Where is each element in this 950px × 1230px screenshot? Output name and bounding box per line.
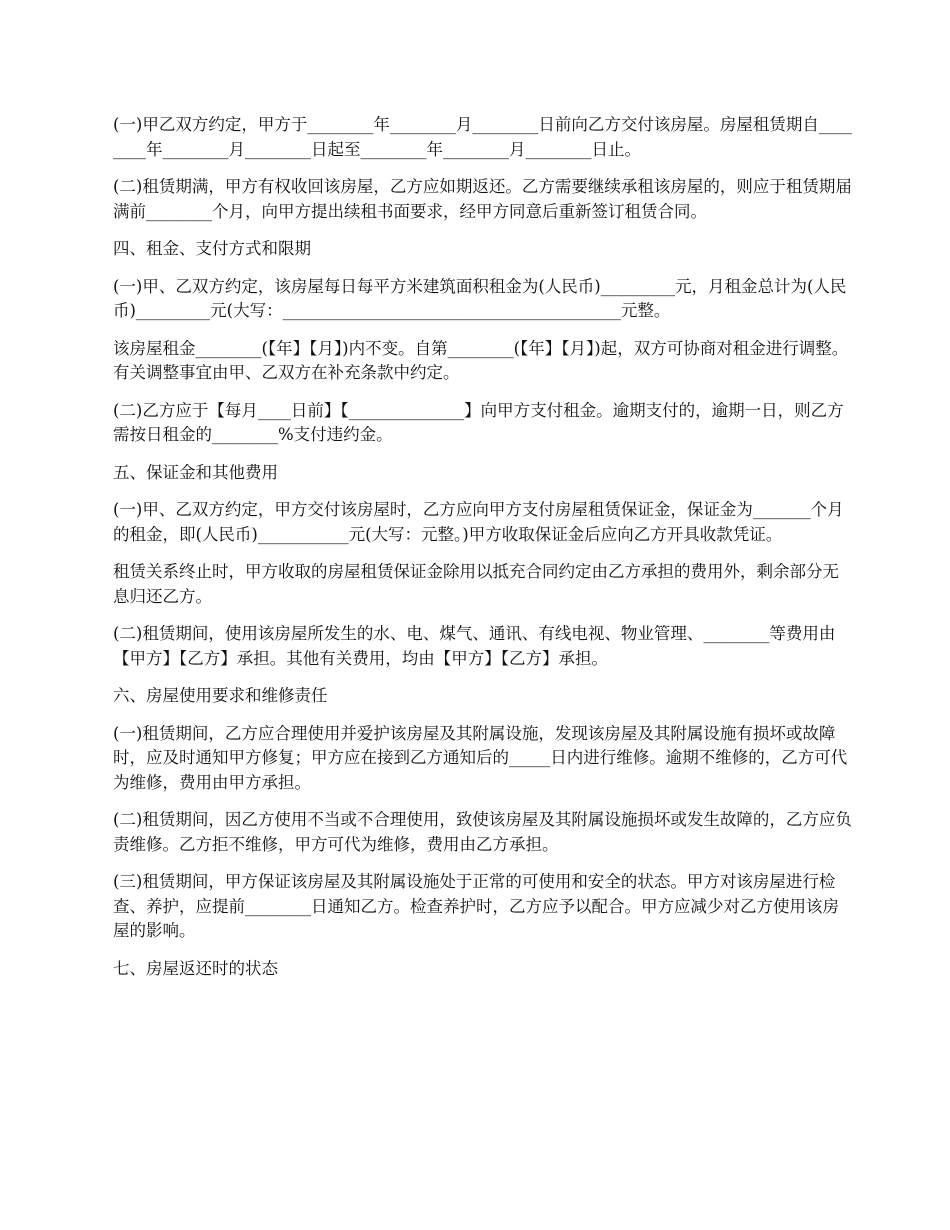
clause-rent-adjustment: 该房屋租金________(【年】【月】)内不变。自第________(【年】【月】)起，双方可协商对租金进行调整。有关调整事宜由甲、乙双方在补充条款中约定。: [113, 338, 849, 382]
clause-deposit: (一)甲、乙双方约定，甲方交付该房屋时，乙方应向甲方支付房屋租赁保证金，保证金为_______个月的租金，即(人民币)___________元(大写：元整。)甲方收取保证金后应向乙方开具收款凭证。: [113, 500, 844, 544]
clause-lease-expiry: (二)租赁期满，甲方有权收回该房屋，乙方应如期返还。乙方需要继续承租该房屋的，则应于租赁期届满前________个月，向甲方提出续租书面要求，经甲方同意后重新签订租赁合同。: [113, 177, 852, 221]
clause-delivery-date: (一)甲乙双方约定，甲方于________年________月________日前向乙方交付该房屋。房屋租赁期自________年________月________日起至________年________月________日止。: [113, 115, 852, 159]
clause-deposit-return: 租赁关系终止时，甲方收取的房屋租赁保证金除用以抵充合同约定由乙方承担的费用外，剩余部分无息归还乙方。: [113, 562, 839, 606]
section-heading-maintenance: 六、房屋使用要求和维修责任: [113, 686, 328, 705]
clause-rent-payment: (二)乙方应于【每月____日前】【______________】向甲方支付租金。逾期支付的，逾期一日，则乙方需按日租金的________%支付违约金。: [113, 400, 844, 444]
clause-repair-notice: (一)租赁期间，乙方应合理使用并爱护该房屋及其附属设施，发现该房屋及其附属设施有损坏或故障时，应及时通知甲方修复；甲方应在接到乙方通知后的_____日内进行维修。逾期不维修的，乙方可代为维修，费用由甲方承担。: [113, 723, 848, 792]
document-page: [113, 113, 853, 994]
section-heading-rent: 四、租金、支付方式和限期: [113, 239, 311, 258]
clause-inspection: (三)租赁期间，甲方保证该房屋及其附属设施处于正常的可使用和安全的状态。甲方对该房屋进行检查、养护，应提前________日通知乙方。检查养护时，乙方应予以配合。甲方应减少对乙方使用该房屋的影响。: [113, 872, 839, 940]
clause-tenant-damage: (二)租赁期间，因乙方使用不当或不合理使用，致使该房屋及其附属设施损坏或发生故障的，乙方应负责维修。乙方拒不维修，甲方可代为维修，费用由乙方承担。: [113, 810, 852, 854]
clause-rent-amount: (一)甲、乙双方约定，该房屋每日每平方米建筑面积租金为(人民币)_________元，月租金总计为(人民币)_________元(大写：_________________________________________元整。: [113, 276, 847, 320]
section-heading-return-state: 七、房屋返还时的状态: [113, 958, 278, 978]
clause-other-fees: (二)租赁期间，使用该房屋所发生的水、电、煤气、通讯、有线电视、物业管理、________等费用由【甲方】【乙方】承担。其他有关费用，均由【甲方】【乙方】承担。: [113, 624, 836, 668]
section-heading-deposit: 五、保证金和其他费用: [113, 462, 278, 482]
